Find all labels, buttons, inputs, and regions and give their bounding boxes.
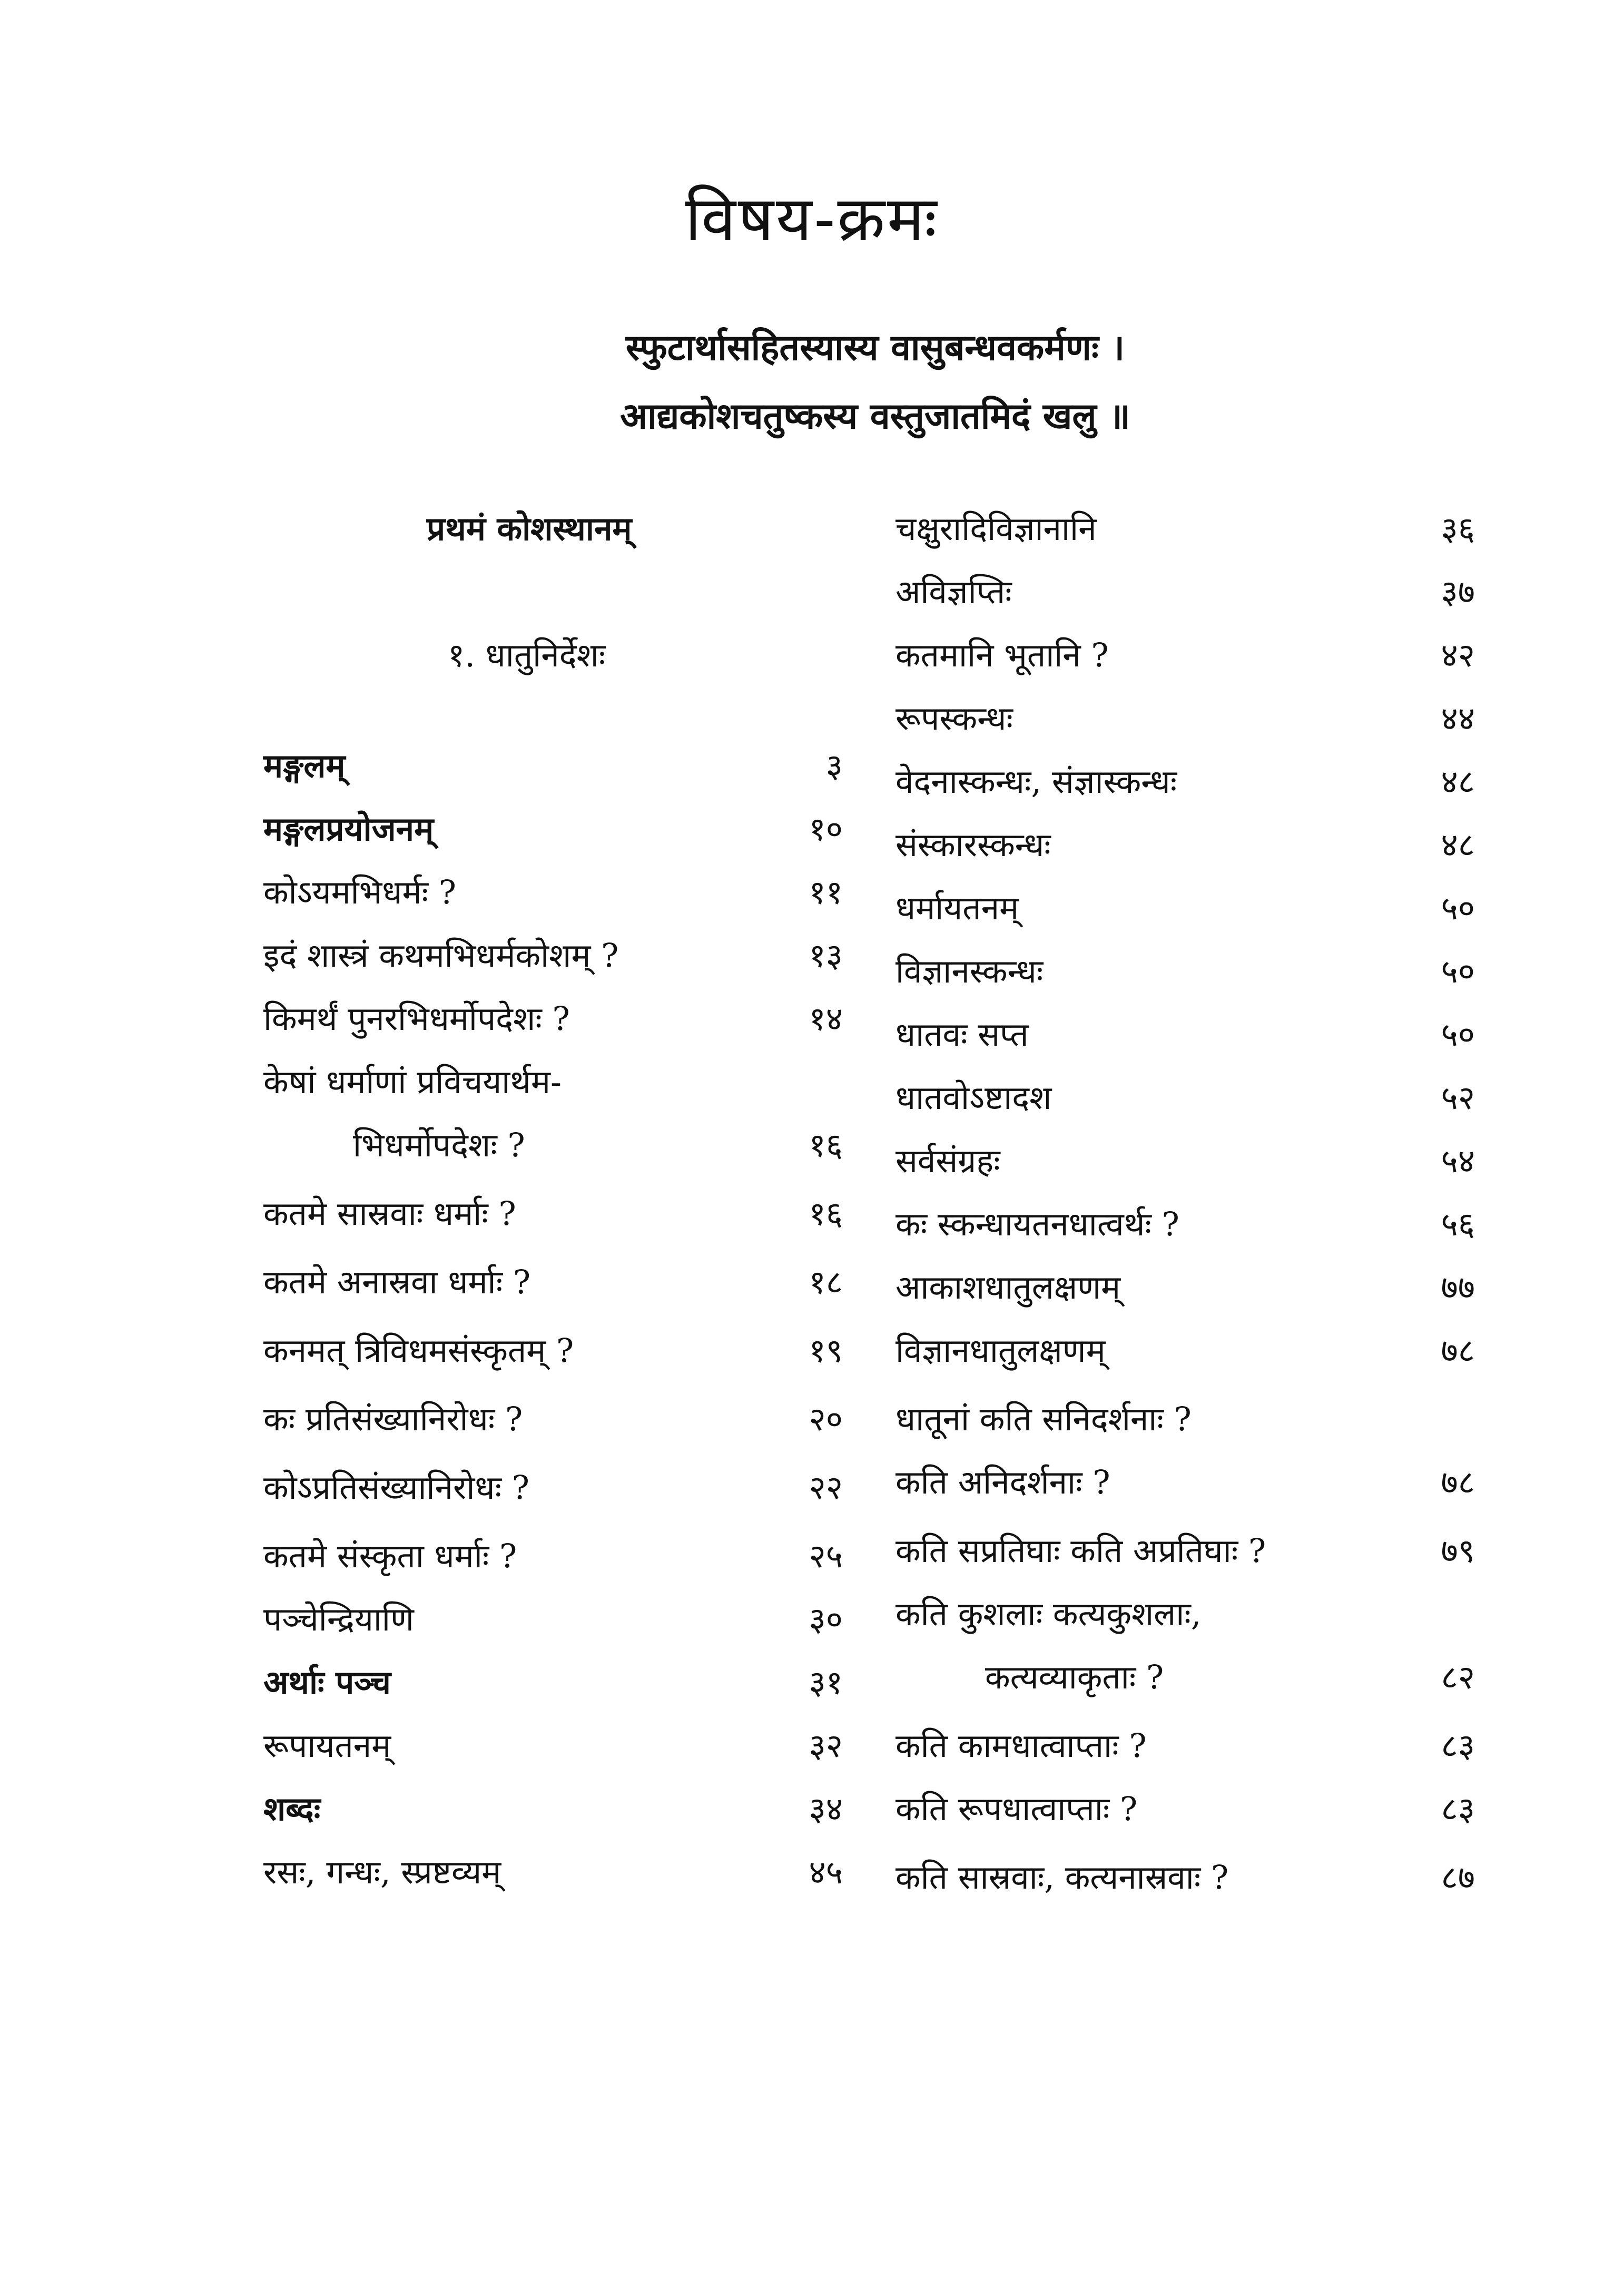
entry-page: ८२ bbox=[1441, 1658, 1475, 1696]
toc-entry[interactable] bbox=[895, 1528, 1475, 1591]
entry-title: रूपायतनम् bbox=[263, 1726, 391, 1765]
entry-page: ५६ bbox=[1441, 1205, 1475, 1243]
toc-entry[interactable] bbox=[895, 632, 1475, 695]
toc-entry[interactable] bbox=[263, 869, 843, 932]
entry-title: विज्ञानस्कन्धः bbox=[895, 952, 1044, 990]
entry-page: ८७ bbox=[1441, 1858, 1475, 1897]
toc-entry[interactable] bbox=[895, 1459, 1475, 1523]
entry-page: ५० bbox=[1441, 952, 1475, 990]
entry-title: धातवोऽष्टादश bbox=[895, 1078, 1052, 1117]
entry-page: ८३ bbox=[1441, 1790, 1475, 1828]
entry-title: कतमे सास्रवाः धर्माः ? bbox=[263, 1194, 516, 1233]
entry-title: कति सप्रतिघाः कति अप्रतिघाः ? bbox=[895, 1531, 1266, 1570]
toc-entry[interactable] bbox=[263, 1122, 843, 1185]
entry-title: अविज्ञप्तिः bbox=[895, 573, 1012, 611]
entry-page: १६ bbox=[809, 1126, 843, 1164]
toc-entry[interactable] bbox=[263, 1849, 843, 1912]
toc-entry[interactable] bbox=[895, 822, 1475, 885]
entry-page: ७८ bbox=[1441, 1331, 1475, 1370]
entry-page: ४४ bbox=[1441, 699, 1475, 738]
entry-title: वेदनास्कन्धः, संज्ञास्कन्धः bbox=[895, 762, 1177, 801]
entry-title: कति कामधात्वाप्ताः ? bbox=[895, 1726, 1147, 1765]
entry-title: रूपस्कन्धः bbox=[895, 699, 1013, 738]
toc-entry[interactable] bbox=[895, 1011, 1475, 1075]
toc-entry[interactable] bbox=[263, 1328, 843, 1391]
entry-title: कति सास्रवाः, कत्यनास्रवाः ? bbox=[895, 1858, 1229, 1897]
entry-title: कति अनिदर्शनाः ? bbox=[895, 1463, 1110, 1501]
verse-line-2: आद्यकोशचतुष्कस्य वस्तुजातमिदं खलु ॥ bbox=[620, 395, 1130, 437]
entry-title: सर्वसंग्रहः bbox=[895, 1142, 1000, 1180]
entry-title: कति कुशलाः कत्यकुशलाः, bbox=[895, 1595, 1202, 1633]
entry-title: धातूनां कति सनिदर्शनाः ? bbox=[895, 1400, 1192, 1438]
toc-entry[interactable] bbox=[263, 1723, 843, 1786]
toc-entry[interactable] bbox=[263, 1059, 843, 1122]
entry-page: १४ bbox=[809, 999, 843, 1038]
toc-entry[interactable] bbox=[263, 1786, 843, 1849]
entry-page: ११ bbox=[809, 873, 843, 911]
toc-entry[interactable] bbox=[263, 996, 843, 1059]
toc-entry[interactable] bbox=[895, 569, 1475, 632]
toc-entry[interactable] bbox=[263, 743, 843, 806]
entry-page: ४५ bbox=[809, 1853, 843, 1891]
entry-title: भिधर्मोपदेशः ? bbox=[353, 1126, 525, 1164]
entry-title: कत्यव्याकृताः ? bbox=[985, 1658, 1164, 1696]
toc-entry[interactable] bbox=[895, 506, 1475, 569]
entry-title: कः प्रतिसंख्यानिरोधः ? bbox=[263, 1400, 523, 1438]
toc-entry[interactable] bbox=[263, 1533, 843, 1596]
toc-entry[interactable] bbox=[263, 1465, 843, 1528]
entry-title: कनमत् त्रिविधमसंस्कृतम् ? bbox=[263, 1331, 574, 1370]
entry-page: ५२ bbox=[1441, 1078, 1475, 1117]
entry-page: १९ bbox=[809, 1331, 843, 1370]
entry-title: धर्मायतनम् bbox=[895, 889, 1019, 927]
toc-entry[interactable] bbox=[895, 1264, 1475, 1328]
entry-title: मङ्गलम् bbox=[263, 746, 346, 785]
entry-page: ३६ bbox=[1441, 509, 1475, 548]
entry-page: ७७ bbox=[1441, 1268, 1475, 1307]
entry-title: केषां धर्माणां प्रविचयार्थम- bbox=[263, 1063, 562, 1101]
toc-entry[interactable] bbox=[895, 1854, 1475, 1918]
entry-title: कः स्कन्धायतनधात्वर्थः ? bbox=[895, 1205, 1179, 1243]
toc-entry[interactable] bbox=[263, 1659, 843, 1723]
section-heading: प्रथमं कोशस्थानम् bbox=[427, 509, 632, 548]
entry-page: ३४ bbox=[809, 1790, 843, 1828]
toc-entry[interactable] bbox=[895, 885, 1475, 948]
toc-entry[interactable] bbox=[895, 948, 1475, 1011]
entry-title: संस्कारस्कन्धः bbox=[895, 826, 1051, 864]
entry-page: ७८ bbox=[1441, 1463, 1475, 1501]
entry-page: २५ bbox=[809, 1537, 843, 1575]
entry-page: ३ bbox=[825, 746, 843, 785]
toc-entry[interactable] bbox=[895, 1396, 1475, 1459]
toc-entry[interactable] bbox=[895, 1138, 1475, 1201]
entry-title: कतमानि भूतानि ? bbox=[895, 636, 1109, 674]
toc-entry[interactable] bbox=[895, 759, 1475, 822]
entry-page: १० bbox=[809, 810, 843, 848]
entry-page: ३२ bbox=[809, 1726, 843, 1765]
toc-entry[interactable] bbox=[895, 1654, 1475, 1717]
chapter-heading: १. धातुनिर्देशः bbox=[448, 636, 606, 674]
entry-title: कतमे संस्कृता धर्माः ? bbox=[263, 1537, 517, 1575]
toc-entry[interactable] bbox=[263, 1259, 843, 1322]
entry-page: ४२ bbox=[1441, 636, 1475, 674]
entry-title: कति रूपधात्वाप्ताः ? bbox=[895, 1790, 1138, 1828]
entry-title: रसः, गन्धः, स्प्रष्टव्यम् bbox=[263, 1853, 501, 1891]
entry-page: ५४ bbox=[1441, 1142, 1475, 1180]
entry-page: ५० bbox=[1441, 1015, 1475, 1054]
toc-entry[interactable] bbox=[263, 932, 843, 996]
toc-entry[interactable] bbox=[263, 1396, 843, 1459]
entry-title: धातवः सप्त bbox=[895, 1015, 1029, 1054]
toc-entry[interactable] bbox=[895, 695, 1475, 759]
entry-page: १३ bbox=[809, 936, 843, 975]
toc-entry[interactable] bbox=[895, 1075, 1475, 1138]
toc-entry[interactable] bbox=[895, 1723, 1475, 1786]
toc-entry[interactable] bbox=[895, 1786, 1475, 1849]
entry-title: आकाशधातुलक्षणम् bbox=[895, 1268, 1121, 1307]
entry-title: किमर्थं पुनरभिधर्मोपदेशः ? bbox=[263, 999, 570, 1038]
toc-entry[interactable] bbox=[263, 1596, 843, 1659]
entry-title: कोऽयमभिधर्मः ? bbox=[263, 873, 456, 911]
entry-page: ८३ bbox=[1441, 1726, 1475, 1765]
entry-page: ४८ bbox=[1441, 826, 1475, 864]
verse-line-1: स्फुटार्थासहितस्यास्य वासुबन्धवकर्मणः । bbox=[625, 327, 1125, 369]
entry-title: शब्दः bbox=[263, 1790, 321, 1828]
entry-page: ३७ bbox=[1441, 573, 1475, 611]
entry-page: ३० bbox=[809, 1600, 843, 1638]
entry-title: कतमे अनास्रवा धर्माः ? bbox=[263, 1263, 531, 1301]
entry-page: ४८ bbox=[1441, 762, 1475, 801]
entry-title: पञ्चेन्द्रियाणि bbox=[263, 1600, 414, 1638]
entry-title: विज्ञानधातुलक्षणम् bbox=[895, 1331, 1106, 1370]
entry-page: ३१ bbox=[809, 1663, 843, 1702]
entry-title: मङ्गलप्रयोजनम् bbox=[263, 810, 434, 848]
toc-entry[interactable] bbox=[263, 806, 843, 869]
entry-page: १८ bbox=[809, 1263, 843, 1301]
toc-entry[interactable] bbox=[895, 1201, 1475, 1264]
toc-entry[interactable] bbox=[895, 1328, 1475, 1391]
entry-page: २२ bbox=[809, 1468, 843, 1507]
entry-title: अर्थाः पञ्च bbox=[263, 1663, 391, 1702]
page-title: विषय-क्रमः bbox=[685, 182, 939, 255]
toc-entry[interactable] bbox=[263, 1191, 843, 1254]
entry-page: २० bbox=[809, 1400, 843, 1438]
toc-entry[interactable] bbox=[895, 1591, 1475, 1654]
entry-title: चक्षुरादिविज्ञानानि bbox=[895, 509, 1097, 548]
entry-page: ७९ bbox=[1441, 1531, 1475, 1570]
entry-page: ५० bbox=[1441, 889, 1475, 927]
entry-title: कोऽप्रतिसंख्यानिरोधः ? bbox=[263, 1468, 529, 1507]
entry-title: इदं शास्त्रं कथमभिधर्मकोशम् ? bbox=[263, 936, 619, 975]
entry-page: १६ bbox=[809, 1194, 843, 1233]
